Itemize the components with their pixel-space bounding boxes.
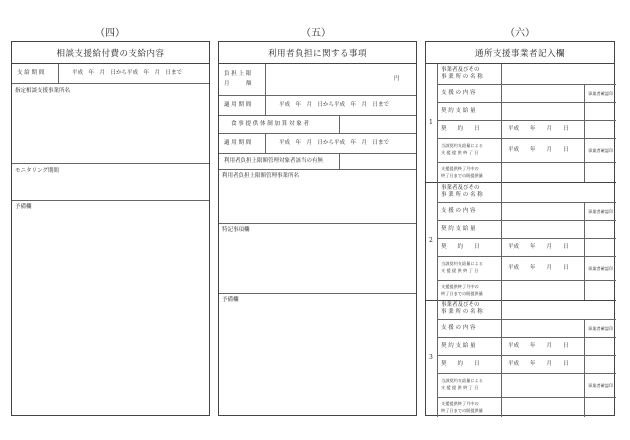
block-date-value: 平成 年 月 日 [508, 244, 569, 250]
panel5-period2-row [219, 134, 416, 154]
panel5-meal-label: 食 事 提 供 体 制 加 算 対 象 者 [231, 121, 309, 127]
block-confirm-stamp-1[interactable]: 事業者確認印 [588, 91, 614, 96]
panel4-office-row[interactable] [12, 84, 209, 164]
panel6-title: 通所支援事業者記入欄 [426, 42, 614, 64]
panel5-meal-row[interactable] [219, 116, 416, 134]
panel-user-burden [218, 41, 417, 416]
panel5-limit-label-1: 負 担 上 限 [224, 71, 252, 77]
panel5-limit-row[interactable] [219, 64, 416, 96]
block-end-label-2: 支 援 提 供 終 了 日 [441, 385, 479, 390]
block-remain-label-2: 終了日までの既提供量 [441, 291, 483, 296]
panel5-mgmt-label: 利用者負担上限額管理対象者該当の有無 [224, 158, 324, 164]
block-end-value: 平成 年 月 日 [508, 265, 569, 271]
panel4-monitoring-label: モニタリング期間 [15, 168, 59, 174]
panel4-monitoring-row[interactable] [12, 164, 209, 201]
block-remain-label-1: 支援提供終了月中の [441, 401, 479, 406]
block-confirm-stamp-1[interactable]: 事業者確認印 [588, 209, 614, 214]
block-amount-label: 契 約 支 給 量 [441, 108, 476, 114]
block-date-label: 契 約 日 [441, 361, 480, 367]
block-name-label-1: 事業者及びその [441, 67, 480, 73]
panel5-limit-unit: 円 [394, 76, 400, 82]
panel5-period1-value: 平成 年 月 日から平成 年 月 日まで [279, 102, 390, 108]
panel5-special-row[interactable] [219, 224, 416, 294]
block-end-label-2: 支 援 提 供 終 了 日 [441, 268, 479, 273]
panel-provider-entry [425, 41, 615, 416]
block-name-label-2: 事 業 所 の 名 称 [441, 309, 483, 315]
block-content-label: 支 援 の 内 容 [441, 208, 476, 214]
block-number: 1 [429, 119, 433, 126]
block-amount-label: 契 約 支 給 量 [441, 343, 476, 349]
section-label-five: （五） [301, 28, 331, 39]
block-remain-label-2: 終了日までの既提供量 [441, 408, 483, 413]
panel4-notes-label: 予備欄 [15, 204, 32, 210]
panel5-limit-label-2: 月 額 [224, 81, 252, 87]
panel4-period-value: 平成 年 月 日から平成 年 月 日まで [72, 70, 183, 76]
block-name-label-2: 事 業 所 の 名 称 [441, 74, 483, 80]
block-confirm-stamp-2[interactable]: 事業者確認印 [588, 266, 614, 271]
panel5-period2-value: 平成 年 月 日から平成 年 月 日まで [279, 140, 390, 146]
block-date-label: 契 約 日 [441, 126, 480, 132]
block-number: 3 [429, 354, 433, 361]
block-name-label-1: 事業者及びその [441, 302, 480, 308]
panel5-mgmt-office-row[interactable] [219, 170, 416, 224]
block-remain-label-2: 終了日までの既提供量 [441, 173, 483, 178]
block-confirm-stamp-1[interactable]: 事業者確認印 [588, 326, 614, 331]
block-date-value: 平成 年 月 日 [508, 361, 569, 367]
block-confirm-stamp-2[interactable]: 事業者確認印 [588, 148, 614, 153]
block-content-label: 支 援 の 内 容 [441, 325, 476, 331]
section-label-six: （六） [505, 28, 535, 39]
panel5-special-label: 特記事項欄 [222, 227, 250, 233]
block-date-label: 契 約 日 [441, 244, 480, 250]
panel-support-payment [11, 41, 210, 416]
panel5-period2-label: 適 用 期 間 [224, 140, 252, 146]
block-number: 2 [429, 237, 433, 244]
panel4-period-row [12, 64, 209, 84]
section-label-four: （四） [95, 28, 125, 39]
block-date-value: 平成 年 月 日 [508, 126, 569, 132]
block-remain-label-1: 支援提供終了月中の [441, 284, 479, 289]
panel5-notes-label: 予備欄 [222, 297, 239, 303]
block-end-label-2: 支 援 提 供 終 了 日 [441, 150, 479, 155]
panel4-office-label: 指定相談支援事業所名 [15, 88, 71, 94]
block-amount-label: 契 約 支 給 量 [441, 226, 476, 232]
panel5-period1-label: 適 用 期 間 [224, 102, 252, 108]
block-amount-value: 平成 年 月 日 [508, 343, 569, 349]
block-content-label: 支 援 の 内 容 [441, 90, 476, 96]
block-end-value: 平成 年 月 日 [508, 147, 569, 153]
panel5-period1-row [219, 96, 416, 116]
panel4-period-label: 支 給 期 間 [17, 70, 45, 76]
block-remain-label-1: 支援提供終了月中の [441, 166, 479, 171]
panel4-title: 相談支援給付費の支給内容 [12, 42, 209, 64]
panel5-title: 利用者負担に関する事項 [219, 42, 416, 64]
panel5-mgmt-row[interactable] [219, 154, 416, 170]
block-name-label-1: 事業者及びその [441, 185, 480, 191]
panel5-mgmt-office-label: 利用者負担上限額管理事業所名 [222, 173, 300, 179]
block-end-label-1: 当該契約支給量による [441, 378, 483, 383]
block-confirm-stamp-2[interactable]: 事業者確認印 [588, 383, 614, 388]
block-name-label-2: 事 業 所 の 名 称 [441, 192, 483, 198]
block-end-label-1: 当該契約支給量による [441, 143, 483, 148]
block-end-label-1: 当該契約支給量による [441, 261, 483, 266]
